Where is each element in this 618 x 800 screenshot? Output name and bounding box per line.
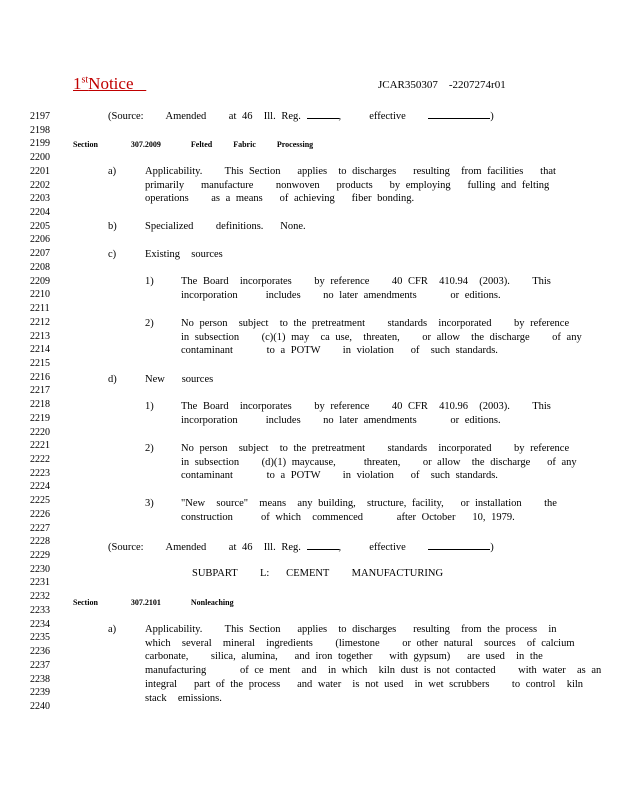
line-number: 2240 <box>30 700 50 712</box>
source-note-effective: , effective <box>338 111 406 122</box>
section-label: Section <box>73 140 98 149</box>
text-line: incorporation includes no later amendments or editions. <box>181 414 501 426</box>
line-number: 2226 <box>30 508 50 520</box>
text-line: manufacturing of ce ment and in which kiln dust is not contacted with water as an <box>145 665 602 677</box>
text-line: in subsection (c)(1) may ca use, threaten, or allow the discharge of any <box>181 331 582 343</box>
line-number: 2202 <box>30 179 50 191</box>
notice-word: Notice <box>88 74 134 93</box>
line-number: 2207 <box>30 248 50 260</box>
text-line: The Board incorporates by reference 40 CFR 410.94 (2003). This <box>181 276 551 287</box>
line-number: 2211 <box>30 303 50 315</box>
line-number: 2217 <box>30 385 50 397</box>
line-number: 2216 <box>30 371 50 383</box>
text-line: "New source" means any building, structure, facility, or installation the <box>181 498 557 509</box>
notice-heading <box>73 74 146 94</box>
line-number: 2206 <box>30 234 50 246</box>
paragraph-definitions: Specialized definitions. None. <box>145 221 306 232</box>
section-heading <box>73 138 313 151</box>
line-number: 2208 <box>30 261 50 273</box>
text-line: contaminant to a POTW in violation of such standards. <box>181 345 498 357</box>
text-line: integral part of the process and water is not used in wet scrubbers to control kiln <box>145 678 584 690</box>
item-label-a: a) <box>108 624 117 635</box>
line-number: 2200 <box>30 152 50 164</box>
source-note <box>108 540 494 554</box>
line-number: 2204 <box>30 207 50 219</box>
register-blank <box>307 540 339 550</box>
item-label-3: 3) <box>145 498 154 509</box>
section-number: 307.2009 <box>130 140 161 149</box>
item-label-1: 1) <box>145 276 154 287</box>
item-label-1: 1) <box>145 401 154 412</box>
paragraph-new-sources: New sources <box>145 374 214 385</box>
section-heading <box>73 596 234 609</box>
line-number: 2218 <box>30 399 50 411</box>
line-number: 2220 <box>30 426 50 438</box>
line-number: 2197 <box>30 111 50 122</box>
line-number: 2237 <box>30 659 50 671</box>
text-line: stack emissions. <box>145 692 222 704</box>
line-number: 2227 <box>30 522 50 534</box>
line-number: 2214 <box>30 344 50 356</box>
line-number: 2225 <box>30 495 50 507</box>
paragraph-existing-sources: Existing sources <box>145 249 223 260</box>
text-line: primarily manufacture nonwoven products by employing fulling and felting <box>145 179 550 191</box>
source-note-suffix: ) <box>490 542 494 553</box>
source-note-prefix: (Source: Amended at 46 Ill. Reg. <box>108 542 301 553</box>
item-label-d: d) <box>108 374 117 385</box>
line-number: 2228 <box>30 536 50 548</box>
line-number: 2239 <box>30 687 50 699</box>
line-number: 2232 <box>30 591 50 603</box>
line-number: 2199 <box>30 138 50 150</box>
section-title: Nonleaching <box>190 598 234 607</box>
source-note-suffix: ) <box>490 111 494 122</box>
source-note-prefix: (Source: Amended at 46 Ill. Reg. <box>108 111 301 122</box>
text-line: contaminant to a POTW in violation of such standards. <box>181 470 498 482</box>
item-label-b: b) <box>108 221 117 232</box>
line-number: 2212 <box>30 316 50 328</box>
notice-number: 1 <box>73 74 82 93</box>
line-number: 2235 <box>30 632 50 644</box>
text-line: carbonate, silica, alumina, and iron together with gypsum) are used in the <box>145 651 543 663</box>
line-number: 2213 <box>30 330 50 342</box>
section-number: 307.2101 <box>130 598 161 607</box>
line-number: 2230 <box>30 563 50 575</box>
line-number: 2236 <box>30 646 50 658</box>
line-number: 2234 <box>30 618 50 630</box>
text-line: No person subject to the pretreatment standards incorporated by reference <box>181 318 570 329</box>
line-number: 2201 <box>30 165 50 177</box>
effective-date-blank <box>428 109 490 119</box>
source-note <box>108 109 494 123</box>
line-number: 2209 <box>30 275 50 287</box>
line-number: 2210 <box>30 289 50 301</box>
line-number: 2198 <box>30 124 50 136</box>
line-number: 2221 <box>30 440 50 452</box>
document-code: JCAR350307 -2207274r01 <box>378 79 506 91</box>
text-line: No person subject to the pretreatment standards incorporated by reference <box>181 443 570 454</box>
line-number: 2219 <box>30 412 50 424</box>
line-number: 2222 <box>30 454 50 465</box>
line-number: 2205 <box>30 220 50 232</box>
item-label-2: 2) <box>145 318 154 329</box>
line-number: 2229 <box>30 550 50 562</box>
line-number: 2215 <box>30 357 50 369</box>
text-line: in subsection (d)(1) maycause, threaten, or allow the discharge of any <box>181 456 577 468</box>
subpart-heading: SUBPART L: CEMENT MANUFACTURING <box>192 568 444 579</box>
item-label-2: 2) <box>145 443 154 454</box>
section-label: Section <box>73 598 98 607</box>
text-line: The Board incorporates by reference 40 CFR 410.96 (2003). This <box>181 401 551 412</box>
line-number: 2238 <box>30 673 50 685</box>
line-number: 2224 <box>30 481 50 493</box>
section-title: Felted Fabric Processing <box>190 140 314 149</box>
text-line: construction of which commenced after October 10, 1979. <box>181 511 515 523</box>
text-line: which several mineral ingredients (limestone or other natural sources of calcium <box>145 637 575 649</box>
line-number: 2203 <box>30 193 50 205</box>
notice-suffix: st <box>81 74 89 86</box>
text-line: incorporation includes no later amendments or editions. <box>181 289 501 301</box>
source-note-effective: , effective <box>338 542 406 553</box>
line-number: 2223 <box>30 467 50 479</box>
item-label-a: a) <box>108 166 117 177</box>
text-line: operations as a means of achieving fiber bonding. <box>145 193 415 205</box>
effective-date-blank <box>428 540 490 550</box>
line-number: 2231 <box>30 577 50 589</box>
text-line: Applicability. This Section applies to discharges resulting from facilities that <box>145 166 556 177</box>
register-blank <box>307 109 339 119</box>
text-line: Applicability. This Section applies to discharges resulting from the process in <box>145 624 557 635</box>
item-label-c: c) <box>108 249 117 260</box>
line-number: 2233 <box>30 604 50 616</box>
